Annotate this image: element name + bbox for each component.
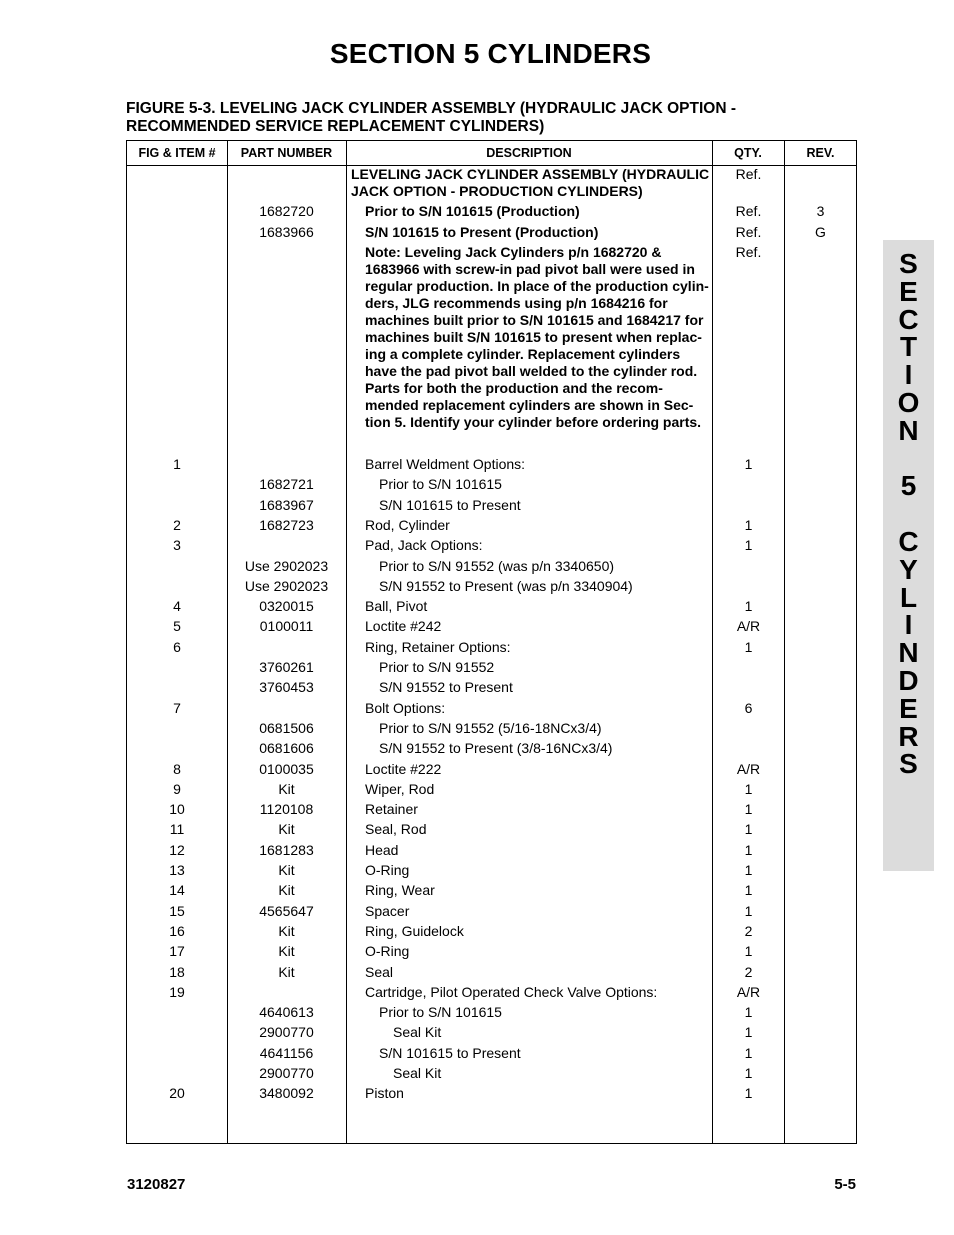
part-number: 1682720 xyxy=(259,203,314,219)
tab-letter: Y xyxy=(899,554,918,585)
note-line: machines built prior to S/N 101615 and 1684217 for xyxy=(365,312,704,328)
qty: 1 xyxy=(744,517,753,533)
note-line: Note: Leveling Jack Cylinders p/n 1682720 & xyxy=(365,244,662,260)
fig-item-number: 4 xyxy=(173,598,181,614)
description: Seal xyxy=(365,964,394,980)
note-line: have the pad pivot ball welded to the cylinder rod. xyxy=(365,363,698,379)
qty: 1 xyxy=(744,598,753,614)
qty: Ref. xyxy=(735,203,762,219)
qty: 1 xyxy=(744,456,753,472)
fig-item-number: 3 xyxy=(173,537,181,553)
part-number: 4640613 xyxy=(259,1004,314,1020)
header-rev: REV. xyxy=(806,146,835,160)
description: S/N 101615 to Present xyxy=(379,1045,521,1061)
tab-letter: E xyxy=(899,693,918,724)
description: Ball, Pivot xyxy=(365,598,428,614)
qty: 1 xyxy=(744,1065,753,1081)
description: Spacer xyxy=(365,903,410,919)
part-number: 0681606 xyxy=(259,740,314,756)
part-number: 0100011 xyxy=(259,618,314,634)
description: Pad, Jack Options: xyxy=(365,537,483,553)
description: Ring, Retainer Options: xyxy=(365,639,511,655)
description: Prior to S/N 101615 xyxy=(379,476,502,492)
note-line: mended replacement cylinders are shown in Sec- xyxy=(365,397,694,413)
header-qty: QTY. xyxy=(734,146,762,160)
qty: 2 xyxy=(744,964,753,980)
description: Prior to S/N 101615 (Production) xyxy=(365,203,580,219)
part-number: 1682723 xyxy=(259,517,314,533)
note-line: ing a complete cylinder. Replacement cylinders xyxy=(365,346,681,362)
part-number: 4565647 xyxy=(259,903,314,919)
qty: 1 xyxy=(744,1024,753,1040)
description: Ring, Guidelock xyxy=(365,923,464,939)
tab-letter: R xyxy=(898,721,919,752)
note-line: machines built S/N 101615 to present when replac- xyxy=(365,329,702,345)
part-number: 0320015 xyxy=(259,598,314,614)
fig-item-number: 2 xyxy=(173,517,181,533)
qty: Ref. xyxy=(735,224,762,240)
qty: 1 xyxy=(744,882,753,898)
figure-caption-line-2: RECOMMENDED SERVICE REPLACEMENT CYLINDERS) xyxy=(126,118,545,135)
description: Loctite #242 xyxy=(365,618,442,634)
rev: G xyxy=(815,224,826,240)
section-title: SECTION 5 CYLINDERS xyxy=(329,38,652,69)
part-number: 3760261 xyxy=(259,659,314,675)
note-line: regular production. In place of the production cylin- xyxy=(365,278,709,294)
qty: 1 xyxy=(744,842,753,858)
fig-item-number: 12 xyxy=(169,842,185,858)
fig-item-number: 16 xyxy=(169,923,185,939)
qty: A/R xyxy=(736,618,761,634)
part-number: Kit xyxy=(278,821,295,837)
fig-item-number: 7 xyxy=(173,700,181,716)
tab-letter: T xyxy=(899,331,918,362)
fig-item-number: 6 xyxy=(173,639,181,655)
description: S/N 91552 to Present xyxy=(379,679,513,695)
description: Rod, Cylinder xyxy=(365,517,450,533)
qty: A/R xyxy=(736,761,761,777)
parts-table xyxy=(126,140,857,1144)
description: Seal, Rod xyxy=(365,821,427,837)
qty: 1 xyxy=(744,781,753,797)
note-line: 1683966 with screw-in pad pivot ball were used in xyxy=(365,261,695,277)
fig-item-number: 13 xyxy=(169,862,185,878)
qty: 1 xyxy=(744,801,753,817)
description: Wiper, Rod xyxy=(365,781,435,797)
fig-item-number: 20 xyxy=(169,1085,185,1101)
part-number: 1681283 xyxy=(259,842,314,858)
column-divider xyxy=(346,141,347,1143)
qty: 1 xyxy=(744,639,753,655)
fig-item-number: 8 xyxy=(173,761,181,777)
tab-letter: 5 xyxy=(900,470,917,501)
column-divider xyxy=(227,141,228,1143)
qty: 1 xyxy=(744,1085,753,1101)
assembly-qty: Ref. xyxy=(735,166,762,182)
part-number: 1683967 xyxy=(259,497,314,513)
fig-item-number: 11 xyxy=(169,821,185,837)
part-number: Kit xyxy=(278,923,295,939)
tab-letter: E xyxy=(899,276,918,307)
description: Seal Kit xyxy=(393,1024,442,1040)
description: Head xyxy=(365,842,399,858)
note-line: Parts for both the production and the recom- xyxy=(365,380,663,396)
figure-caption xyxy=(126,100,846,136)
fig-item-number: 18 xyxy=(169,964,185,980)
tab-letter: N xyxy=(898,415,919,446)
qty: 1 xyxy=(744,943,753,959)
part-number: 3480092 xyxy=(259,1085,314,1101)
description: S/N 101615 to Present xyxy=(379,497,521,513)
column-divider xyxy=(784,141,785,1143)
part-number: 1683966 xyxy=(259,224,314,240)
tab-letter: O xyxy=(897,387,920,418)
part-number: Kit xyxy=(278,882,295,898)
part-number: 1682721 xyxy=(259,476,314,492)
qty: 2 xyxy=(744,923,753,939)
tab-letter: S xyxy=(899,248,918,279)
tab-letter: L xyxy=(899,582,918,613)
part-number: Kit xyxy=(278,964,295,980)
qty: 1 xyxy=(744,1045,753,1061)
part-number: 1120108 xyxy=(259,801,314,817)
qty: 6 xyxy=(744,700,753,716)
tab-letter: N xyxy=(898,637,919,668)
fig-item-number: 14 xyxy=(169,882,185,898)
qty: 1 xyxy=(744,1004,753,1020)
qty: 1 xyxy=(744,537,753,553)
tab-letter: D xyxy=(898,665,919,696)
header-part-number: PART NUMBER xyxy=(240,146,333,160)
part-number: 4641156 xyxy=(259,1045,314,1061)
qty: 1 xyxy=(744,862,753,878)
header-description: DESCRIPTION xyxy=(486,146,572,160)
description: Cartridge, Pilot Operated Check Valve Options: xyxy=(365,984,658,1000)
fig-item-number: 1 xyxy=(173,456,181,472)
description: Piston xyxy=(365,1085,404,1101)
note-qty: Ref. xyxy=(735,244,762,260)
fig-item-number: 9 xyxy=(173,781,181,797)
part-number: 2900770 xyxy=(259,1065,314,1081)
fig-item-number: 17 xyxy=(169,943,185,959)
description: Ring, Wear xyxy=(365,882,435,898)
fig-item-number: 10 xyxy=(169,801,185,817)
description: O-Ring xyxy=(365,862,410,878)
rev: 3 xyxy=(816,203,825,219)
tab-letter: C xyxy=(898,526,919,557)
description: S/N 101615 to Present (Production) xyxy=(365,224,599,240)
part-number: 0100035 xyxy=(259,761,314,777)
tab-letter: I xyxy=(904,359,913,390)
part-number: 3760453 xyxy=(259,679,314,695)
part-number: Kit xyxy=(278,781,295,797)
part-number: 2900770 xyxy=(259,1024,314,1040)
description: S/N 91552 to Present (was p/n 3340904) xyxy=(379,578,633,594)
description: Loctite #222 xyxy=(365,761,442,777)
document-number: 3120827 xyxy=(127,1176,186,1193)
description: Barrel Weldment Options: xyxy=(365,456,526,472)
fig-item-number: 19 xyxy=(169,984,185,1000)
fig-item-number: 5 xyxy=(173,618,181,634)
qty: 1 xyxy=(744,821,753,837)
description: S/N 91552 to Present (3/8-16NCx3/4) xyxy=(379,740,613,756)
part-number: Kit xyxy=(278,862,295,878)
description: Retainer xyxy=(365,801,418,817)
description: Prior to S/N 101615 xyxy=(379,1004,502,1020)
assembly-title-line-1: LEVELING JACK CYLINDER ASSEMBLY (HYDRAULIC xyxy=(351,166,710,182)
description: O-Ring xyxy=(365,943,410,959)
assembly-title-line-2: JACK OPTION - PRODUCTION CYLINDERS) xyxy=(351,183,643,199)
figure-caption-line-1: FIGURE 5-3. LEVELING JACK CYLINDER ASSEMBLY (HYDRAULIC JACK OPTION - xyxy=(126,100,737,117)
description: Seal Kit xyxy=(393,1065,442,1081)
description: Bolt Options: xyxy=(365,700,446,716)
note-line: tion 5. Identify your cylinder before ordering parts. xyxy=(365,414,702,430)
fig-item-number: 15 xyxy=(169,903,185,919)
note-block xyxy=(365,244,709,431)
tab-letter: I xyxy=(904,609,913,640)
description: Prior to S/N 91552 (was p/n 3340650) xyxy=(379,558,615,574)
tab-letter: S xyxy=(899,748,918,779)
tab-letter: C xyxy=(898,304,919,335)
note-line: ders, JLG recommends using p/n 1684216 for xyxy=(365,295,668,311)
description: Prior to S/N 91552 (5/16-18NCx3/4) xyxy=(379,720,602,736)
part-number: 0681506 xyxy=(259,720,314,736)
section-tab xyxy=(883,240,934,871)
header-fig-item: FIG & ITEM # xyxy=(138,146,216,160)
part-number: Kit xyxy=(278,943,295,959)
part-number: Use 2902023 xyxy=(244,578,329,594)
qty: 1 xyxy=(744,903,753,919)
qty: A/R xyxy=(736,984,761,1000)
page-number: 5-5 xyxy=(834,1176,856,1193)
part-number: Use 2902023 xyxy=(244,558,329,574)
description: Prior to S/N 91552 xyxy=(379,659,495,675)
